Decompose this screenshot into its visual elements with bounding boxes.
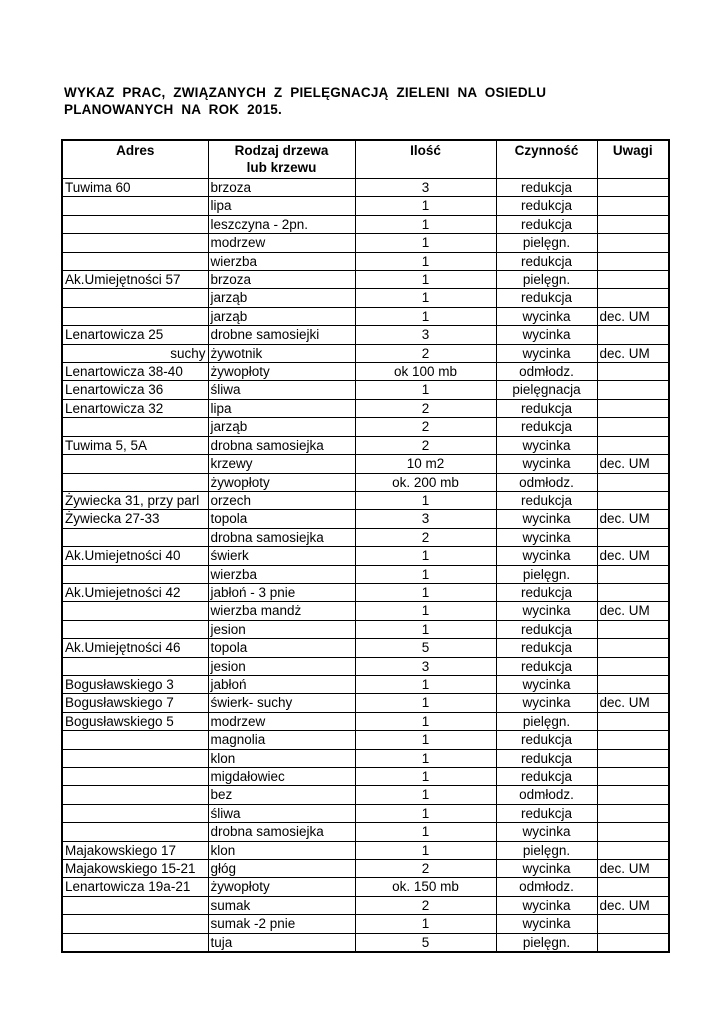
cell-adres — [62, 786, 208, 804]
cell-rodzaj: jarząb — [208, 289, 355, 307]
cell-ilosc: 1 — [355, 565, 496, 583]
table-row — [62, 344, 669, 362]
cell-czynnosc: wycinka — [496, 436, 597, 454]
cell-adres — [62, 933, 208, 952]
table-row — [62, 639, 669, 657]
cell-rodzaj: lipa — [208, 399, 355, 417]
cell-uwagi — [597, 418, 669, 436]
cell-rodzaj: żywopłoty — [208, 363, 355, 381]
cell-czynnosc: redukcja — [496, 639, 597, 657]
cell-ilosc: 3 — [355, 326, 496, 344]
header-rodzaj: Rodzaj drzewa lub krzewu — [208, 140, 355, 179]
cell-czynnosc: redukcja — [496, 215, 597, 233]
cell-rodzaj: jesion — [208, 620, 355, 638]
table-row — [62, 491, 669, 509]
cell-adres — [62, 896, 208, 914]
title-line-2: PLANOWANYCH NA ROK 2015. — [64, 102, 282, 117]
cell-czynnosc: pielęgn. — [496, 234, 597, 252]
cell-adres — [62, 252, 208, 270]
cell-ilosc: ok 100 mb — [355, 363, 496, 381]
cell-rodzaj: wierzba — [208, 252, 355, 270]
cell-ilosc: 10 m2 — [355, 455, 496, 473]
table-row — [62, 602, 669, 620]
cell-rodzaj: śliwa — [208, 804, 355, 822]
cell-rodzaj: magnolia — [208, 731, 355, 749]
title-line-1: WYKAZ PRAC, ZWIĄZANYCH Z PIELĘGNACJĄ ZIELENI NA OSIEDLU — [64, 85, 547, 100]
cell-rodzaj: modrzew — [208, 234, 355, 252]
cell-uwagi — [597, 326, 669, 344]
cell-czynnosc: redukcja — [496, 583, 597, 601]
cell-uwagi — [597, 786, 669, 804]
header-czynnosc: Czynność — [496, 140, 597, 179]
table-row — [62, 933, 669, 952]
cell-rodzaj: leszczyna - 2pn. — [208, 215, 355, 233]
cell-ilosc: 1 — [355, 915, 496, 933]
table-row — [62, 399, 669, 417]
cell-adres: Ak.Umiejetności 42 — [62, 583, 208, 601]
cell-uwagi — [597, 528, 669, 546]
cell-adres — [62, 455, 208, 473]
cell-rodzaj: brzoza — [208, 179, 355, 197]
cell-czynnosc: redukcja — [496, 749, 597, 767]
cell-ilosc: 2 — [355, 528, 496, 546]
cell-uwagi — [597, 179, 669, 197]
cell-uwagi: dec. UM — [597, 547, 669, 565]
cell-rodzaj: klon — [208, 841, 355, 859]
cell-ilosc: 1 — [355, 307, 496, 325]
cell-ilosc: 1 — [355, 841, 496, 859]
cell-rodzaj: żywopłoty — [208, 473, 355, 491]
cell-uwagi — [597, 381, 669, 399]
table-row — [62, 804, 669, 822]
cell-rodzaj: żywotnik — [208, 344, 355, 362]
cell-uwagi — [597, 436, 669, 454]
cell-uwagi: dec. UM — [597, 860, 669, 878]
table-row — [62, 252, 669, 270]
cell-czynnosc: redukcja — [496, 768, 597, 786]
cell-uwagi — [597, 271, 669, 289]
cell-adres: Lenartowicza 25 — [62, 326, 208, 344]
cell-ilosc: 2 — [355, 436, 496, 454]
cell-rodzaj: jarząb — [208, 418, 355, 436]
header-adres: Adres — [62, 140, 208, 179]
cell-czynnosc: redukcja — [496, 179, 597, 197]
table-row — [62, 234, 669, 252]
cell-rodzaj: migdałowiec — [208, 768, 355, 786]
cell-adres — [62, 197, 208, 215]
cell-rodzaj: świerk- suchy — [208, 694, 355, 712]
table-row — [62, 915, 669, 933]
cell-uwagi — [597, 363, 669, 381]
cell-adres — [62, 565, 208, 583]
table-row — [62, 436, 669, 454]
cell-rodzaj: wierzba — [208, 565, 355, 583]
cell-adres: Żywiecka 31, przy parl — [62, 491, 208, 509]
cell-uwagi: dec. UM — [597, 602, 669, 620]
table-row — [62, 547, 669, 565]
cell-adres — [62, 528, 208, 546]
cell-uwagi — [597, 823, 669, 841]
cell-czynnosc: wycinka — [496, 860, 597, 878]
cell-uwagi — [597, 768, 669, 786]
table-row — [62, 179, 669, 197]
cell-ilosc: 1 — [355, 252, 496, 270]
cell-czynnosc: wycinka — [496, 823, 597, 841]
cell-czynnosc: wycinka — [496, 510, 597, 528]
cell-adres — [62, 473, 208, 491]
table-row — [62, 473, 669, 491]
cell-rodzaj: tuja — [208, 933, 355, 952]
cell-uwagi — [597, 657, 669, 675]
cell-uwagi — [597, 639, 669, 657]
cell-ilosc: 1 — [355, 381, 496, 399]
cell-adres: Majakowskiego 17 — [62, 841, 208, 859]
cell-czynnosc: wycinka — [496, 602, 597, 620]
cell-uwagi — [597, 234, 669, 252]
table-row — [62, 583, 669, 601]
cell-czynnosc: odmłodz. — [496, 473, 597, 491]
header-uwagi: Uwagi — [597, 140, 669, 179]
cell-adres — [62, 234, 208, 252]
cell-ilosc: 5 — [355, 639, 496, 657]
cell-czynnosc: wycinka — [496, 675, 597, 693]
cell-uwagi — [597, 491, 669, 509]
cell-czynnosc: redukcja — [496, 804, 597, 822]
cell-ilosc: 1 — [355, 197, 496, 215]
cell-uwagi — [597, 215, 669, 233]
cell-adres — [62, 620, 208, 638]
cell-adres — [62, 823, 208, 841]
table-row — [62, 694, 669, 712]
work-table — [61, 139, 670, 953]
table-row — [62, 326, 669, 344]
cell-rodzaj: żywopłoty — [208, 878, 355, 896]
cell-adres — [62, 602, 208, 620]
cell-ilosc: 1 — [355, 749, 496, 767]
table-row — [62, 307, 669, 325]
cell-czynnosc: wycinka — [496, 694, 597, 712]
cell-rodzaj: śliwa — [208, 381, 355, 399]
cell-ilosc: 1 — [355, 289, 496, 307]
cell-adres: Ak.Umiejętności 57 — [62, 271, 208, 289]
cell-ilosc: 1 — [355, 583, 496, 601]
cell-ilosc: 1 — [355, 215, 496, 233]
cell-czynnosc: redukcja — [496, 620, 597, 638]
table-row — [62, 418, 669, 436]
cell-rodzaj: klon — [208, 749, 355, 767]
cell-czynnosc: redukcja — [496, 197, 597, 215]
table-row — [62, 841, 669, 859]
cell-adres: Ak.Umiejętności 46 — [62, 639, 208, 657]
cell-czynnosc: odmłodz. — [496, 363, 597, 381]
cell-uwagi — [597, 712, 669, 730]
cell-czynnosc: pielęgn. — [496, 841, 597, 859]
cell-adres: Majakowskiego 15-21 — [62, 860, 208, 878]
cell-ilosc: ok. 200 mb — [355, 473, 496, 491]
cell-adres: suchy — [62, 344, 208, 362]
cell-ilosc: 1 — [355, 731, 496, 749]
cell-uwagi — [597, 915, 669, 933]
cell-uwagi — [597, 878, 669, 896]
cell-rodzaj: drobne samosiejki — [208, 326, 355, 344]
cell-adres — [62, 768, 208, 786]
cell-uwagi — [597, 289, 669, 307]
cell-ilosc: 1 — [355, 786, 496, 804]
cell-adres: Lenartowicza 36 — [62, 381, 208, 399]
cell-rodzaj: drobna samosiejka — [208, 528, 355, 546]
cell-ilosc: 2 — [355, 418, 496, 436]
cell-ilosc: 2 — [355, 896, 496, 914]
cell-czynnosc: pielęgn. — [496, 712, 597, 730]
cell-uwagi — [597, 399, 669, 417]
cell-ilosc: 1 — [355, 620, 496, 638]
cell-czynnosc: redukcja — [496, 252, 597, 270]
table-row — [62, 749, 669, 767]
table-row — [62, 712, 669, 730]
cell-rodzaj: jarząb — [208, 307, 355, 325]
table-row — [62, 860, 669, 878]
cell-adres: Lenartowicza 38-40 — [62, 363, 208, 381]
cell-czynnosc: redukcja — [496, 289, 597, 307]
table-row — [62, 823, 669, 841]
cell-ilosc: ok. 150 mb — [355, 878, 496, 896]
cell-adres: Tuwima 60 — [62, 179, 208, 197]
cell-adres: Bogusławskiego 5 — [62, 712, 208, 730]
cell-uwagi — [597, 197, 669, 215]
cell-uwagi: dec. UM — [597, 307, 669, 325]
cell-uwagi — [597, 565, 669, 583]
cell-ilosc: 5 — [355, 933, 496, 952]
cell-czynnosc: redukcja — [496, 491, 597, 509]
table-row — [62, 197, 669, 215]
cell-czynnosc: wycinka — [496, 326, 597, 344]
cell-uwagi: dec. UM — [597, 510, 669, 528]
cell-ilosc: 1 — [355, 602, 496, 620]
cell-uwagi: dec. UM — [597, 694, 669, 712]
cell-czynnosc: pielęgnacja — [496, 381, 597, 399]
cell-rodzaj: drobna samosiejka — [208, 436, 355, 454]
cell-adres: Żywiecka 27-33 — [62, 510, 208, 528]
cell-rodzaj: jesion — [208, 657, 355, 675]
cell-rodzaj: brzoza — [208, 271, 355, 289]
table-row — [62, 565, 669, 583]
cell-czynnosc: odmłodz. — [496, 786, 597, 804]
cell-adres — [62, 418, 208, 436]
cell-czynnosc: wycinka — [496, 547, 597, 565]
cell-adres — [62, 731, 208, 749]
table-row — [62, 215, 669, 233]
cell-adres: Lenartowicza 19a-21 — [62, 878, 208, 896]
table-row — [62, 271, 669, 289]
cell-rodzaj: drobna samosiejka — [208, 823, 355, 841]
cell-rodzaj: topola — [208, 639, 355, 657]
cell-czynnosc: redukcja — [496, 731, 597, 749]
cell-uwagi — [597, 620, 669, 638]
cell-ilosc: 1 — [355, 712, 496, 730]
cell-uwagi — [597, 804, 669, 822]
table-row — [62, 289, 669, 307]
cell-adres — [62, 657, 208, 675]
cell-czynnosc: wycinka — [496, 307, 597, 325]
cell-rodzaj: świerk — [208, 547, 355, 565]
cell-adres — [62, 215, 208, 233]
cell-adres — [62, 307, 208, 325]
header-ilosc: Ilość — [355, 140, 496, 179]
table-row — [62, 786, 669, 804]
cell-adres: Tuwima 5, 5A — [62, 436, 208, 454]
table-row — [62, 381, 669, 399]
table-row — [62, 675, 669, 693]
cell-rodzaj: krzewy — [208, 455, 355, 473]
cell-ilosc: 1 — [355, 234, 496, 252]
cell-ilosc: 3 — [355, 510, 496, 528]
cell-rodzaj: bez — [208, 786, 355, 804]
cell-ilosc: 1 — [355, 675, 496, 693]
cell-ilosc: 1 — [355, 547, 496, 565]
cell-czynnosc: redukcja — [496, 418, 597, 436]
cell-czynnosc: wycinka — [496, 915, 597, 933]
cell-czynnosc: pielęgn. — [496, 933, 597, 952]
cell-rodzaj: jabłoń - 3 pnie — [208, 583, 355, 601]
table-header-row — [62, 140, 669, 179]
cell-uwagi — [597, 749, 669, 767]
cell-czynnosc: wycinka — [496, 344, 597, 362]
cell-uwagi: dec. UM — [597, 455, 669, 473]
cell-ilosc: 1 — [355, 694, 496, 712]
cell-ilosc: 1 — [355, 491, 496, 509]
table-row — [62, 528, 669, 546]
cell-adres: Bogusławskiego 3 — [62, 675, 208, 693]
table-row — [62, 620, 669, 638]
cell-ilosc: 1 — [355, 823, 496, 841]
cell-uwagi — [597, 841, 669, 859]
cell-uwagi — [597, 933, 669, 952]
cell-czynnosc: pielęgn. — [496, 271, 597, 289]
cell-uwagi — [597, 473, 669, 491]
cell-adres: Bogusławskiego 7 — [62, 694, 208, 712]
cell-ilosc: 3 — [355, 657, 496, 675]
cell-czynnosc: pielęgn. — [496, 565, 597, 583]
cell-uwagi: dec. UM — [597, 344, 669, 362]
cell-uwagi — [597, 252, 669, 270]
table-row — [62, 731, 669, 749]
cell-rodzaj: orzech — [208, 491, 355, 509]
table-row — [62, 510, 669, 528]
cell-rodzaj: topola — [208, 510, 355, 528]
cell-uwagi — [597, 583, 669, 601]
cell-adres: Ak.Umiejetności 40 — [62, 547, 208, 565]
cell-czynnosc: wycinka — [496, 455, 597, 473]
cell-rodzaj: sumak — [208, 896, 355, 914]
cell-rodzaj: wierzba mandż — [208, 602, 355, 620]
cell-ilosc: 1 — [355, 804, 496, 822]
table-row — [62, 768, 669, 786]
cell-czynnosc: wycinka — [496, 528, 597, 546]
cell-uwagi: dec. UM — [597, 896, 669, 914]
cell-czynnosc: wycinka — [496, 896, 597, 914]
table-body — [62, 179, 669, 953]
cell-ilosc: 2 — [355, 399, 496, 417]
table-row — [62, 896, 669, 914]
document-title — [64, 84, 546, 118]
table-row — [62, 657, 669, 675]
cell-adres — [62, 289, 208, 307]
cell-czynnosc: odmłodz. — [496, 878, 597, 896]
cell-rodzaj: głóg — [208, 860, 355, 878]
cell-ilosc: 1 — [355, 271, 496, 289]
cell-czynnosc: redukcja — [496, 399, 597, 417]
cell-ilosc: 2 — [355, 344, 496, 362]
cell-ilosc: 2 — [355, 860, 496, 878]
cell-rodzaj: sumak -2 pnie — [208, 915, 355, 933]
cell-uwagi — [597, 675, 669, 693]
cell-uwagi — [597, 731, 669, 749]
cell-rodzaj: modrzew — [208, 712, 355, 730]
cell-ilosc: 1 — [355, 768, 496, 786]
cell-adres — [62, 915, 208, 933]
cell-czynnosc: redukcja — [496, 657, 597, 675]
cell-adres — [62, 749, 208, 767]
cell-adres — [62, 804, 208, 822]
table-row — [62, 455, 669, 473]
cell-rodzaj: jabłoń — [208, 675, 355, 693]
cell-rodzaj: lipa — [208, 197, 355, 215]
cell-ilosc: 3 — [355, 179, 496, 197]
cell-adres: Lenartowicza 32 — [62, 399, 208, 417]
table-row — [62, 878, 669, 896]
table-row — [62, 363, 669, 381]
